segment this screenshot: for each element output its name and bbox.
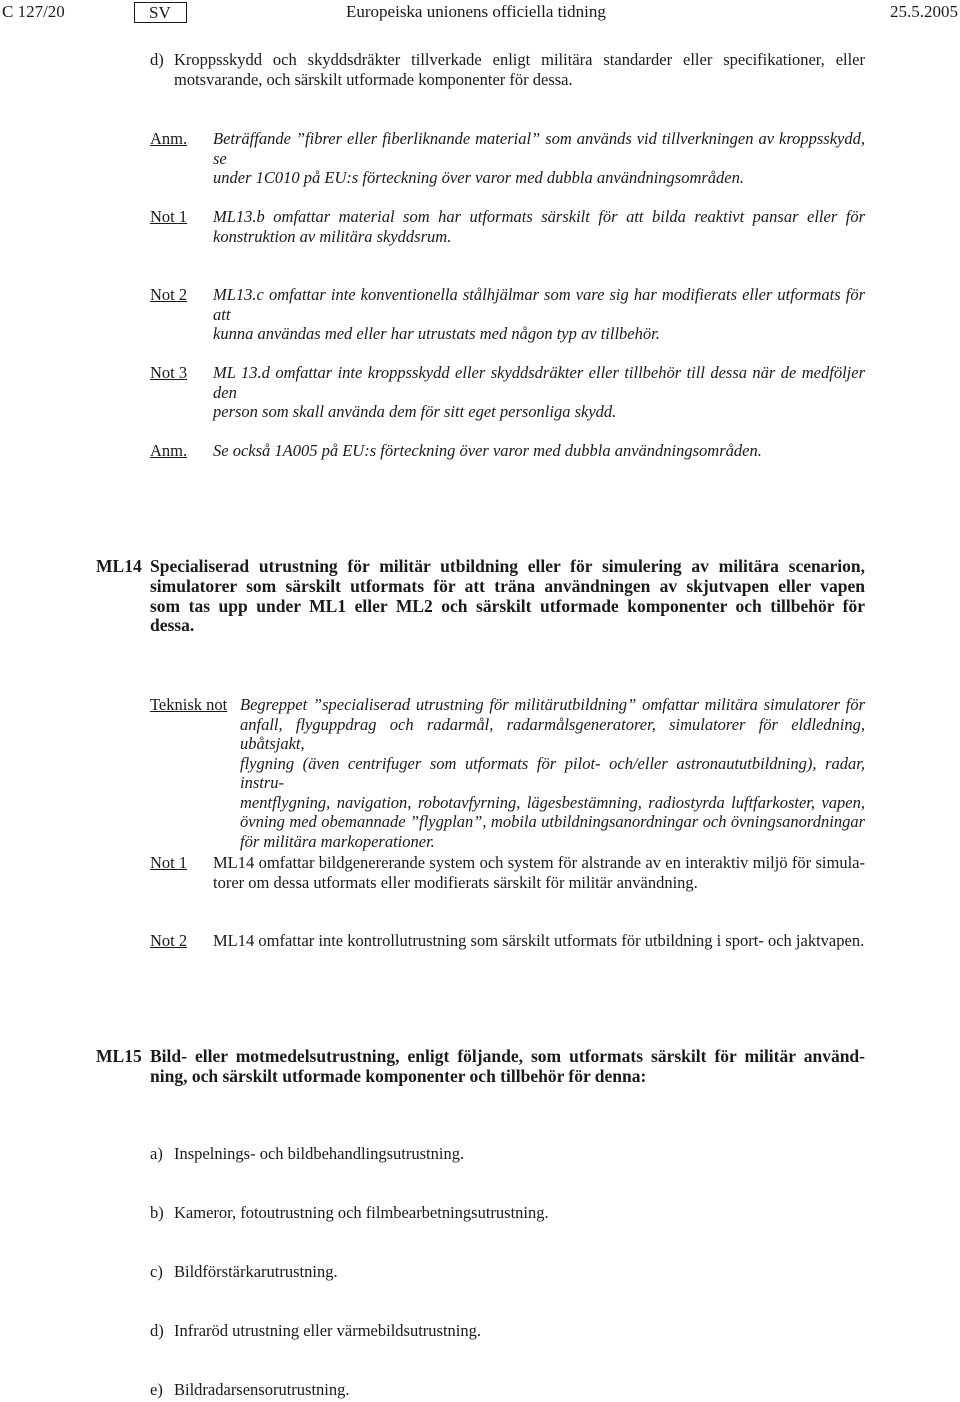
note-label: Not 2 <box>150 931 188 950</box>
note-text <box>213 285 865 344</box>
text-line: ning, och särskilt utformade komponenter och tillbehör för denna: <box>150 1065 647 1086</box>
note-text <box>213 853 865 892</box>
note-text <box>213 207 865 246</box>
text-line: som tas upp under ML1 eller ML2 och särskilt utformade komponenter och tillbehör för <box>150 595 865 616</box>
note-text: Se också 1A005 på EU:s förteckning över varor med dubbla användningsområden. <box>213 441 762 460</box>
technical-note-label: Teknisk not <box>150 695 228 714</box>
section-heading <box>150 1047 865 1087</box>
page-reference: C 127/20 <box>2 2 65 21</box>
note-text <box>213 129 865 188</box>
note-label: Not 3 <box>150 363 188 382</box>
list-marker: d) <box>150 50 164 69</box>
text-line: simulatorer som särskilt utformats för att träna användningen av skjutvapen eller vapen <box>150 575 865 596</box>
list-marker: e) <box>150 1380 163 1399</box>
list-marker: b) <box>150 1203 164 1222</box>
text-line: Beträffande ”fibrer eller fiberliknande material” som används vid tillverkningen av kroppsskydd, se <box>213 129 865 168</box>
list-item-text: Inspelnings- och bildbehandlingsutrustning. <box>174 1144 465 1163</box>
language-badge <box>134 3 187 23</box>
list-item-text: Bildradarsensorutrustning. <box>174 1380 350 1399</box>
text-line: torer om dessa utformats eller modifierats särskilt för militär användning. <box>213 872 698 892</box>
text-line: ML13.c omfattar inte konventionella stålhjälmar som vare sig har modifierats eller utformats för att <box>213 285 865 324</box>
list-item-text: Bildförstärkarutrustning. <box>174 1262 338 1281</box>
list-item-text: Infraröd utrustning eller värmebildsutrustning. <box>174 1321 482 1340</box>
text-line: flygning (även centrifuger som utformats för pilot- och/eller astronaututbildning), radar, instru- <box>240 753 865 792</box>
text-line: Specialiserad utrustning för militär utbildning eller för simulering av militära scenarion, <box>150 556 865 576</box>
text-line: kunna användas med eller har utrustats med någon typ av tillbehör. <box>213 324 660 343</box>
note-label: Anm. <box>150 441 188 460</box>
text-line: motsvarande, och särskilt utformade komponenter för dessa. <box>174 69 573 89</box>
text-line: konstruktion av militära skyddsrum. <box>213 226 452 246</box>
text-line: ML14 omfattar bildgenererande system och system för alstrande av en interaktiv miljö för simula- <box>213 853 865 872</box>
language-code: SV <box>134 2 187 23</box>
list-marker: c) <box>150 1262 163 1281</box>
journal-title: Europeiska unionens officiella tidning <box>346 2 606 21</box>
text-line: ML13.b omfattar material som har utformats särskilt för att bilda reaktivt pansar eller för <box>213 207 865 226</box>
text-line: Bild- eller motmedelsutrustning, enligt följande, som utformats särskilt för militär använd- <box>150 1046 865 1066</box>
text-line: ML 13.d omfattar inte kroppsskydd eller skyddsdräkter eller tillbehör till dessa när de medföljer den <box>213 363 865 402</box>
technical-note-text <box>240 695 865 851</box>
section-heading <box>150 557 865 636</box>
note-text <box>213 363 865 422</box>
text-line: mentflygning, navigation, robotavfyrning, lägesbestämning, radiostyrda luftfarkoster, vapen, <box>240 792 865 812</box>
text-line: övning med obemannade ”flygplan”, mobila utbildningsanordningar och övningsanordningar <box>240 812 865 831</box>
note-text: ML14 omfattar inte kontrollutrustning som särskilt utformats för utbildning i sport- och jaktvapen. <box>213 931 865 950</box>
list-marker: d) <box>150 1321 164 1340</box>
text-line: person som skall använda dem för sitt eget personliga skydd. <box>213 402 617 421</box>
note-label: Not 1 <box>150 853 188 872</box>
text-line: Kroppsskydd och skyddsdräkter tillverkade enligt militära standarder eller specifikationer, eller <box>174 50 865 69</box>
list-item-text <box>174 50 865 89</box>
note-label: Anm. <box>150 129 188 148</box>
text-line: för militära markoperationer. <box>240 831 435 851</box>
note-label: Not 2 <box>150 285 188 304</box>
text-line: under 1C010 på EU:s förteckning över varor med dubbla användningsområden. <box>213 168 744 187</box>
list-item-text: Kameror, fotoutrustning och filmbearbetningsutrustning. <box>174 1203 549 1222</box>
note-label: Not 1 <box>150 207 188 226</box>
section-code: ML14 <box>96 556 142 576</box>
text-line: dessa. <box>150 615 195 636</box>
section-code: ML15 <box>96 1046 142 1066</box>
text-line: anfall, flyguppdrag och radarmål, radarmålsgeneratorer, simulatorer för eldledning, ubåtsjakt, <box>240 714 865 753</box>
publication-date: 25.5.2005 <box>890 2 958 21</box>
list-marker: a) <box>150 1144 163 1163</box>
text-line: Begreppet ”specialiserad utrustning för militärutbildning” omfattar militära simulatorer för <box>240 695 865 714</box>
